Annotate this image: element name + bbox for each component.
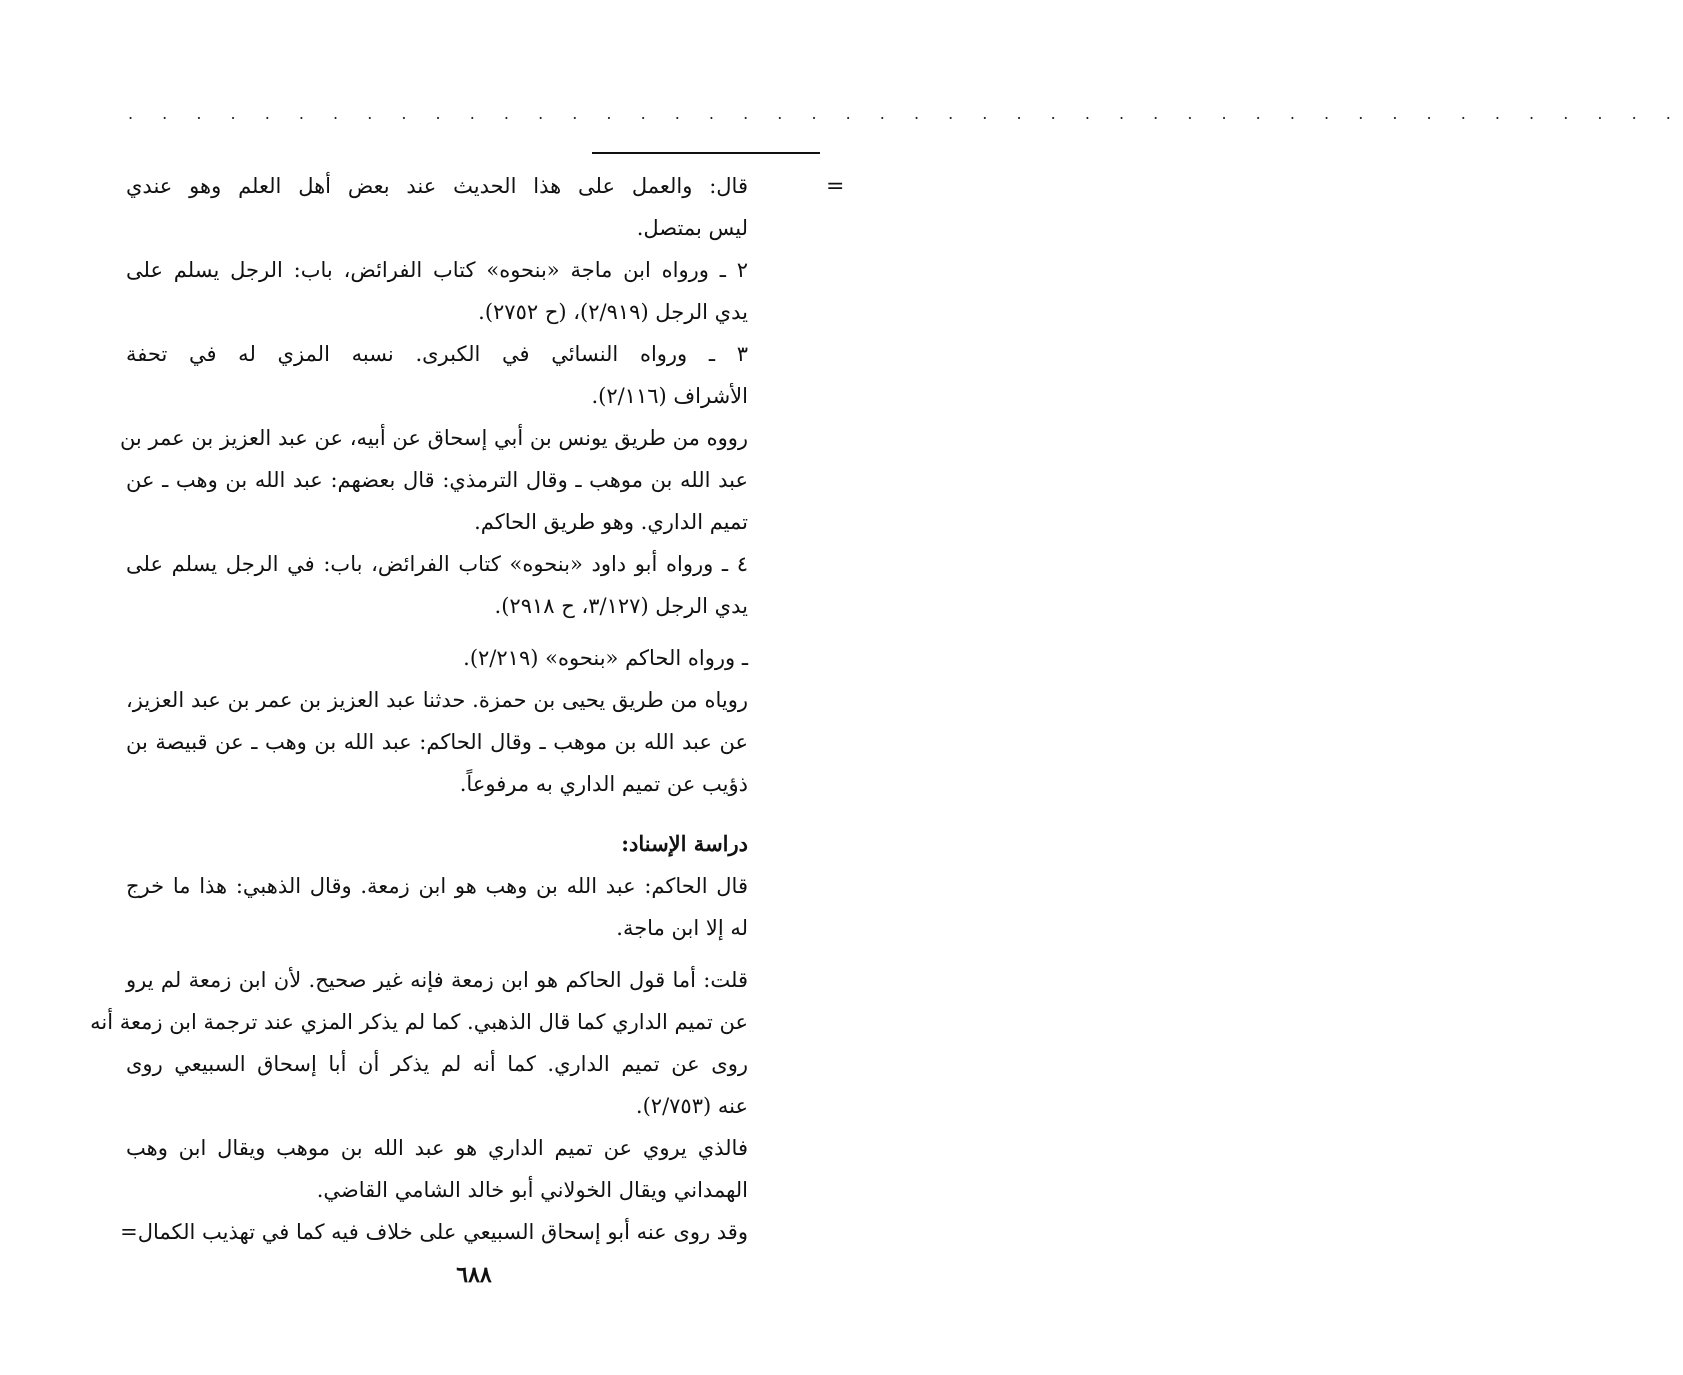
footnote-rule bbox=[592, 152, 820, 154]
text-line: ذؤيب عن تميم الداري به مرفوعاً. bbox=[459, 772, 748, 796]
continuation-mark: = bbox=[826, 174, 845, 199]
text-line: ليس بمتصل. bbox=[636, 216, 748, 240]
text-line: الأشراف (٢/١١٦). bbox=[591, 384, 748, 408]
text-line: ـ ورواه الحاكم «بنحوه» (٢/٢١٩). bbox=[463, 646, 748, 670]
text-line: عبد الله بن موهب ـ وقال الترمذي: قال بعضهم: عبد الله بن وهب ـ عن bbox=[126, 468, 748, 492]
text-line: يدي الرجل (٢/٩١٩)، (ح ٢٧٥٢). bbox=[478, 300, 748, 324]
footnote-text bbox=[90, 165, 748, 1253]
spacer bbox=[126, 627, 748, 637]
page-number: ٦٨٨ bbox=[456, 1262, 492, 1288]
text-line: روياه من طريق يحيى بن حمزة. حدثنا عبد العزيز بن عمر بن عبد العزيز، bbox=[126, 688, 748, 712]
text-line: ٢ ـ ورواه ابن ماجة «بنحوه» كتاب الفرائض، باب: الرجل يسلم على bbox=[126, 258, 748, 282]
text-line: ٤ ـ ورواه أبو داود «بنحوه» كتاب الفرائض، باب: في الرجل يسلم على bbox=[126, 552, 748, 576]
text-line: عن تميم الداري كما قال الذهبي. كما لم يذكر المزي عند ترجمة ابن زمعة أنه bbox=[90, 1010, 748, 1034]
text-line: يدي الرجل (٣/١٢٧، ح ٢٩١٨). bbox=[494, 594, 748, 618]
text-line: فالذي يروي عن تميم الداري هو عبد الله بن موهب ويقال ابن وهب bbox=[126, 1136, 748, 1160]
text-line: عن عبد الله بن موهب ـ وقال الحاكم: عبد الله بن وهب ـ عن قبيصة بن bbox=[126, 730, 748, 754]
section-heading: دراسة الإسناد: bbox=[621, 831, 748, 856]
spacer bbox=[126, 805, 748, 823]
text-line: له إلا ابن ماجة. bbox=[616, 916, 748, 940]
text-line: عنه (٢/٧٥٣). bbox=[635, 1094, 748, 1118]
text-line: وقد روى عنه أبو إسحاق السبيعي على خلاف فيه كما في تهذيب الكمال= bbox=[120, 1220, 748, 1244]
footnote-separator-dots: . . . . . . . . . . . . . . . . . . . . . . . . . . . . . . . . . . . . . . . . . . . . . . bbox=[128, 104, 1683, 123]
text-line: قلت: أما قول الحاكم هو ابن زمعة فإنه غير صحيح. لأن ابن زمعة لم يرو bbox=[126, 968, 748, 992]
text-line: روى عن تميم الداري. كما أنه لم يذكر أن أبا إسحاق السبيعي روى bbox=[126, 1052, 748, 1076]
text-line: رووه من طريق يونس بن أبي إسحاق عن أبيه، عن عبد العزيز بن عمر بن bbox=[119, 426, 748, 450]
text-line: تميم الداري. وهو طريق الحاكم. bbox=[474, 510, 748, 534]
text-line: قال الحاكم: عبد الله بن وهب هو ابن زمعة. وقال الذهبي: هذا ما خرج bbox=[126, 874, 748, 898]
spacer bbox=[126, 949, 748, 959]
text-line: الهمداني ويقال الخولاني أبو خالد الشامي القاضي. bbox=[316, 1178, 748, 1202]
text-line: ٣ ـ ورواه النسائي في الكبرى. نسبه المزي له في تحفة bbox=[126, 342, 748, 366]
text-line: قال: والعمل على هذا الحديث عند بعض أهل العلم وهو عندي bbox=[126, 174, 748, 198]
